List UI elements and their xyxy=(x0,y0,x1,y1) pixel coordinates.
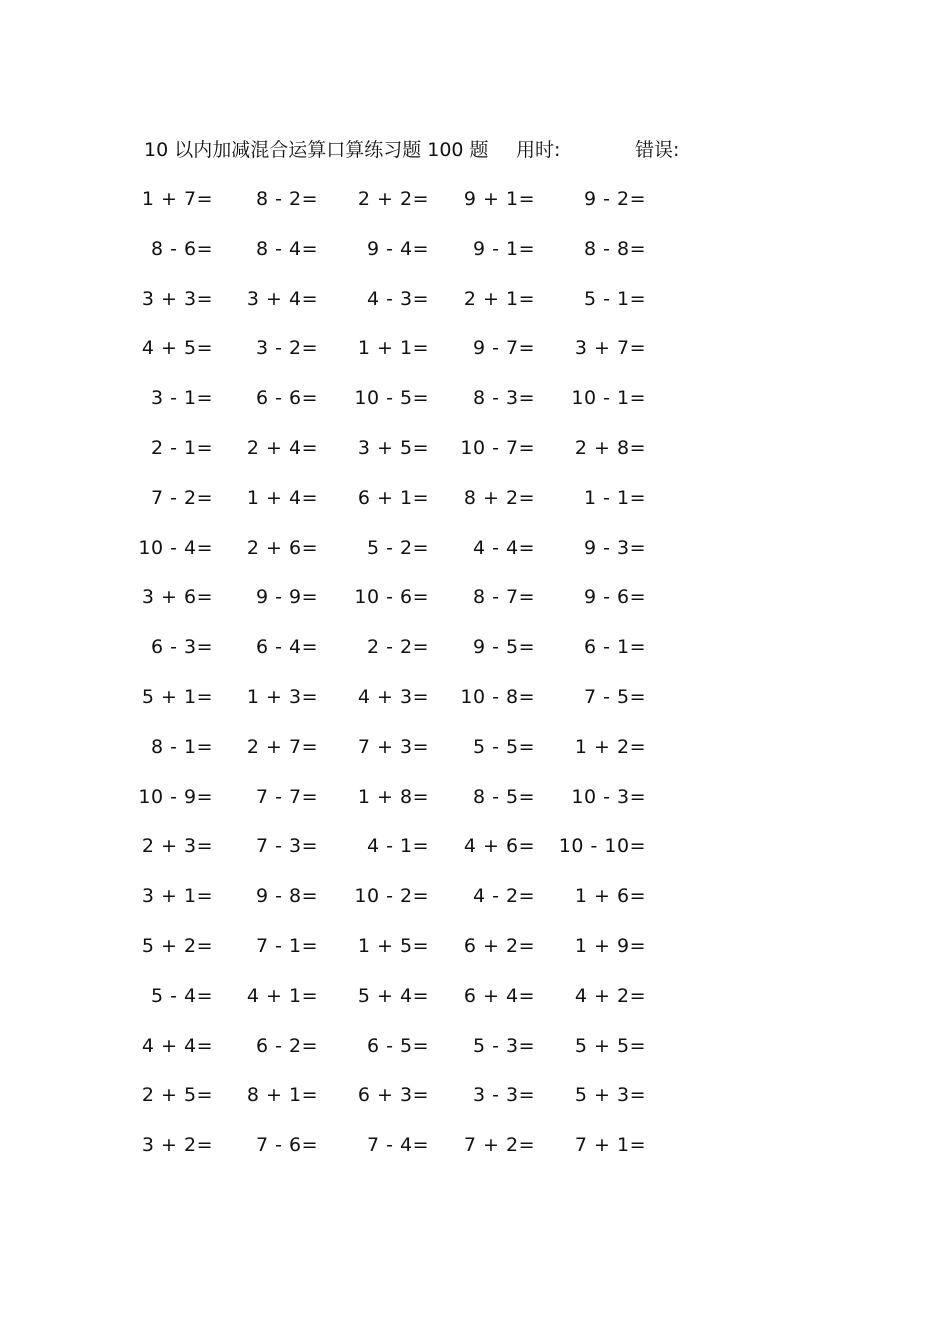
arithmetic-problem: 4 - 1= xyxy=(366,835,429,858)
arithmetic-problem: 6 + 1= xyxy=(357,486,429,509)
arithmetic-problem: 1 + 3= xyxy=(246,686,318,708)
time-used-label: 用时: xyxy=(516,139,561,161)
problem-row xyxy=(0,1080,950,1110)
problem-row xyxy=(0,1130,950,1160)
arithmetic-problem: 2 + 7= xyxy=(246,735,318,758)
arithmetic-problem: 8 - 5= xyxy=(472,785,535,808)
arithmetic-problem: 1 - 1= xyxy=(583,486,646,509)
arithmetic-problem: 9 - 3= xyxy=(583,536,646,559)
arithmetic-problem: 5 + 3= xyxy=(574,1084,646,1107)
problem-row xyxy=(0,284,950,314)
arithmetic-problem: 8 - 3= xyxy=(472,387,535,410)
problem-row xyxy=(0,184,950,214)
arithmetic-problem: 5 - 3= xyxy=(472,1034,535,1057)
problem-row xyxy=(0,831,950,861)
arithmetic-problem: 10 - 3= xyxy=(571,785,646,808)
arithmetic-problem: 9 - 9= xyxy=(255,586,318,609)
arithmetic-problem: 8 - 4= xyxy=(255,237,318,260)
problem-row xyxy=(0,881,950,911)
arithmetic-problem: 2 + 5= xyxy=(141,1084,213,1107)
arithmetic-problem: 2 - 1= xyxy=(150,437,213,459)
arithmetic-problem: 2 + 6= xyxy=(246,536,318,559)
arithmetic-problem: 4 + 4= xyxy=(141,1034,213,1057)
problem-row xyxy=(0,732,950,762)
arithmetic-problem: 10 - 5= xyxy=(354,387,429,410)
arithmetic-problem: 10 - 9= xyxy=(138,785,213,808)
arithmetic-problem: 5 - 2= xyxy=(366,536,429,559)
arithmetic-problem: 7 - 3= xyxy=(255,835,318,858)
arithmetic-problem: 9 - 8= xyxy=(255,885,318,908)
arithmetic-problem: 6 + 2= xyxy=(463,935,535,957)
arithmetic-problem: 7 - 1= xyxy=(255,935,318,957)
arithmetic-problem: 8 - 1= xyxy=(150,735,213,758)
arithmetic-problem: 10 - 2= xyxy=(354,885,429,908)
problem-row xyxy=(0,433,950,463)
arithmetic-problem: 8 - 2= xyxy=(255,188,318,210)
arithmetic-problem: 2 + 4= xyxy=(246,437,318,459)
worksheet-title: 10 以内加减混合运算口算练习题 100 题 xyxy=(144,139,489,161)
arithmetic-problem: 7 - 4= xyxy=(366,1134,429,1157)
arithmetic-problem: 2 + 3= xyxy=(141,835,213,858)
arithmetic-problem: 2 + 1= xyxy=(463,287,535,310)
problem-row xyxy=(0,582,950,612)
arithmetic-problem: 3 + 6= xyxy=(141,586,213,609)
arithmetic-problem: 7 + 3= xyxy=(357,735,429,758)
arithmetic-problem: 9 - 2= xyxy=(583,188,646,210)
arithmetic-problem: 3 - 3= xyxy=(472,1084,535,1107)
arithmetic-problem: 9 + 1= xyxy=(463,188,535,210)
arithmetic-problem: 6 - 2= xyxy=(255,1034,318,1057)
arithmetic-problem: 5 + 2= xyxy=(141,935,213,957)
problem-row xyxy=(0,931,950,961)
arithmetic-problem: 4 - 3= xyxy=(366,287,429,310)
arithmetic-problem: 9 - 5= xyxy=(472,636,535,659)
arithmetic-problem: 3 + 4= xyxy=(246,287,318,310)
arithmetic-problem: 10 - 4= xyxy=(138,536,213,559)
arithmetic-problem: 5 - 1= xyxy=(583,287,646,310)
arithmetic-problem: 2 + 8= xyxy=(574,437,646,459)
arithmetic-problem: 4 + 6= xyxy=(463,835,535,858)
arithmetic-problem: 7 - 6= xyxy=(255,1134,318,1157)
arithmetic-problem: 10 - 7= xyxy=(460,437,535,459)
arithmetic-problem: 1 + 5= xyxy=(357,935,429,957)
arithmetic-problem: 3 + 1= xyxy=(141,885,213,908)
arithmetic-problem: 6 + 4= xyxy=(463,984,535,1007)
arithmetic-problem: 1 + 9= xyxy=(574,935,646,957)
arithmetic-problem: 5 + 4= xyxy=(357,984,429,1007)
problem-row xyxy=(0,782,950,812)
arithmetic-problem: 5 - 5= xyxy=(472,735,535,758)
arithmetic-problem: 1 + 7= xyxy=(141,188,213,210)
problem-row xyxy=(0,383,950,413)
arithmetic-problem: 2 - 2= xyxy=(366,636,429,659)
arithmetic-problem: 4 + 1= xyxy=(246,984,318,1007)
arithmetic-problem: 7 - 5= xyxy=(583,686,646,708)
errors-label: 错误: xyxy=(635,139,680,161)
arithmetic-problem: 3 + 2= xyxy=(141,1134,213,1157)
arithmetic-problem: 2 + 2= xyxy=(357,188,429,210)
arithmetic-problem: 9 - 1= xyxy=(472,237,535,260)
problem-row xyxy=(0,981,950,1011)
arithmetic-problem: 6 - 1= xyxy=(583,636,646,659)
problem-row xyxy=(0,632,950,662)
arithmetic-problem: 5 - 4= xyxy=(150,984,213,1007)
arithmetic-problem: 1 + 4= xyxy=(246,486,318,509)
problem-row xyxy=(0,682,950,712)
arithmetic-problem: 7 + 1= xyxy=(574,1134,646,1157)
arithmetic-problem: 3 + 5= xyxy=(357,437,429,459)
arithmetic-problem: 10 - 1= xyxy=(571,387,646,410)
arithmetic-problem: 3 - 1= xyxy=(150,387,213,410)
arithmetic-problem: 3 + 3= xyxy=(141,287,213,310)
arithmetic-problem: 4 - 4= xyxy=(472,536,535,559)
problem-row xyxy=(0,1031,950,1061)
arithmetic-problem: 8 - 8= xyxy=(583,237,646,260)
problem-row xyxy=(0,533,950,563)
arithmetic-problem: 6 + 3= xyxy=(357,1084,429,1107)
arithmetic-problem: 10 - 6= xyxy=(354,586,429,609)
problem-row xyxy=(0,333,950,363)
arithmetic-problem: 1 + 2= xyxy=(574,735,646,758)
arithmetic-problem: 9 - 4= xyxy=(366,237,429,260)
arithmetic-problem: 7 + 2= xyxy=(463,1134,535,1157)
arithmetic-problem: 4 + 5= xyxy=(141,337,213,360)
arithmetic-problem: 4 + 3= xyxy=(357,686,429,708)
arithmetic-problem: 6 - 5= xyxy=(366,1034,429,1057)
arithmetic-problem: 4 + 2= xyxy=(574,984,646,1007)
arithmetic-problem: 7 - 7= xyxy=(255,785,318,808)
arithmetic-problem: 3 + 7= xyxy=(574,337,646,360)
problem-row xyxy=(0,483,950,513)
arithmetic-problem: 8 - 7= xyxy=(472,586,535,609)
arithmetic-problem: 6 - 6= xyxy=(255,387,318,410)
arithmetic-problem: 7 - 2= xyxy=(150,486,213,509)
arithmetic-problem: 1 + 1= xyxy=(357,337,429,360)
arithmetic-problem: 1 + 8= xyxy=(357,785,429,808)
arithmetic-problem: 3 - 2= xyxy=(255,337,318,360)
arithmetic-problem: 6 - 4= xyxy=(255,636,318,659)
problem-row xyxy=(0,234,950,264)
arithmetic-problem: 8 + 2= xyxy=(463,486,535,509)
arithmetic-problem: 6 - 3= xyxy=(150,636,213,659)
arithmetic-problem: 4 - 2= xyxy=(472,885,535,908)
arithmetic-problem: 1 + 6= xyxy=(574,885,646,908)
arithmetic-problem: 9 - 6= xyxy=(583,586,646,609)
arithmetic-problem: 8 - 6= xyxy=(150,237,213,260)
arithmetic-problem: 5 + 1= xyxy=(141,686,213,708)
arithmetic-problem: 10 - 10= xyxy=(558,835,646,858)
arithmetic-problem: 9 - 7= xyxy=(472,337,535,360)
arithmetic-problem: 8 + 1= xyxy=(246,1084,318,1107)
arithmetic-problem: 10 - 8= xyxy=(460,686,535,708)
arithmetic-problem: 5 + 5= xyxy=(574,1034,646,1057)
